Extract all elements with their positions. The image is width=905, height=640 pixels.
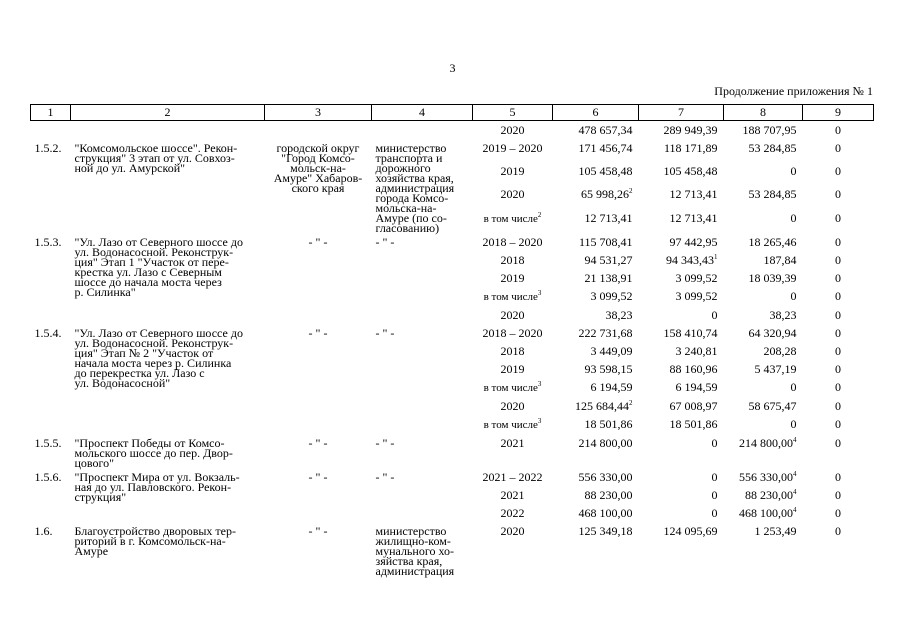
period-text: 2020 xyxy=(500,123,525,137)
regional-amount-text: 188 707,95 xyxy=(742,123,797,137)
column-header: 1 xyxy=(31,105,71,121)
regional-amount xyxy=(724,251,803,269)
footnote-mark: 3 xyxy=(537,380,542,388)
footnote-mark: 4 xyxy=(793,436,797,444)
period-cell xyxy=(473,522,553,576)
table-row xyxy=(31,468,874,486)
period-text: 2018 xyxy=(500,253,525,267)
item-executor: - " - xyxy=(375,436,395,450)
total-amount-text: 93 598,15 xyxy=(584,362,633,376)
period-text: 2020 xyxy=(500,524,525,538)
regional-amount xyxy=(724,360,803,378)
regional-amount-text: 38,23 xyxy=(769,308,797,322)
federal-amount-text: 12 713,41 xyxy=(669,210,718,225)
federal-amount-text: 0 xyxy=(711,436,718,450)
other-amount xyxy=(803,342,874,360)
total-amount xyxy=(553,504,639,522)
total-amount xyxy=(553,251,639,269)
other-amount xyxy=(803,209,874,233)
federal-amount xyxy=(639,185,724,208)
federal-amount xyxy=(639,287,724,306)
other-amount xyxy=(803,121,874,140)
footnote-mark: 2 xyxy=(629,399,633,407)
period-text: 2020 xyxy=(500,308,525,322)
federal-amount xyxy=(639,415,724,434)
regional-amount xyxy=(724,185,803,208)
regional-amount xyxy=(724,233,803,251)
period-text: 2018 – 2020 xyxy=(482,235,543,249)
item-executor: - " - xyxy=(375,470,395,484)
period-text: 2019 – 2020 xyxy=(482,141,543,155)
regional-amount xyxy=(724,306,803,324)
period-cell xyxy=(473,360,553,378)
total-amount xyxy=(553,287,639,306)
period-cell xyxy=(473,504,553,522)
federal-amount-text: 3 099,52 xyxy=(675,271,718,285)
page-number: 3 xyxy=(449,61,456,75)
federal-amount-text: 3 099,52 xyxy=(675,289,718,303)
period-cell xyxy=(473,486,553,504)
regional-amount xyxy=(724,162,803,185)
period-cell xyxy=(473,185,553,208)
item-executor: министерство транспорта и дорожного хозяйства края, администрация города Комсо- мольска-на- Амуре (по со- гласованию) xyxy=(375,141,455,235)
other-amount-text: 0 xyxy=(835,524,841,538)
footnote-mark: 3 xyxy=(537,289,542,297)
item-number: 1.5.4. xyxy=(34,326,62,340)
regional-amount-text: 5 437,19 xyxy=(754,362,797,376)
total-amount-text: 171 456,74 xyxy=(578,141,633,155)
column-header: 2 xyxy=(71,105,265,121)
total-amount-text: 556 330,00 xyxy=(578,470,633,484)
regional-amount xyxy=(724,121,803,140)
other-amount xyxy=(803,397,874,415)
total-amount xyxy=(553,468,639,486)
regional-amount-text: 0 xyxy=(790,210,797,225)
item-customer: - " - xyxy=(308,470,328,484)
other-amount-text: 0 xyxy=(835,506,841,520)
federal-amount-text: 0 xyxy=(711,308,718,322)
period-cell xyxy=(473,324,553,342)
federal-amount xyxy=(639,209,724,233)
other-amount-text: 0 xyxy=(835,187,841,202)
total-amount-text: 222 731,68 xyxy=(578,326,633,340)
federal-amount xyxy=(639,269,724,287)
regional-amount xyxy=(724,324,803,342)
other-amount-text: 0 xyxy=(835,308,841,322)
period-text: 2021 – 2022 xyxy=(482,470,543,484)
total-amount xyxy=(553,434,639,468)
period-text: 2018 xyxy=(500,344,525,358)
period-text: 2019 xyxy=(500,271,525,285)
item-number xyxy=(31,121,71,140)
period-cell xyxy=(473,415,553,434)
period-cell xyxy=(473,139,553,162)
regional-amount xyxy=(724,139,803,162)
item-name: "Комсомольское шоссе". Рекон- струкция" 3 этап от ул. Совхоз- ной до ул. Амурской" xyxy=(74,141,238,175)
regional-amount-text: 18 265,46 xyxy=(748,235,797,249)
total-amount-text: 125 684,44 xyxy=(575,399,629,413)
total-amount-text: 12 713,41 xyxy=(584,210,633,225)
period-cell xyxy=(473,378,553,397)
item-name: "Проспект Мира от ул. Вокзаль- ная до ул. Павловского. Рекон- струкция" xyxy=(74,470,240,504)
regional-amount xyxy=(724,269,803,287)
period-text: 2019 xyxy=(500,362,525,376)
total-amount xyxy=(553,121,639,140)
other-amount xyxy=(803,139,874,162)
footnote-mark: 1 xyxy=(714,253,718,261)
total-amount xyxy=(553,378,639,397)
footnote-mark: 3 xyxy=(537,417,542,425)
federal-amount-text: 289 949,39 xyxy=(663,123,718,137)
regional-amount-text: 468 100,00 xyxy=(739,506,793,520)
regional-amount xyxy=(724,378,803,397)
total-amount xyxy=(553,486,639,504)
other-amount xyxy=(803,233,874,251)
federal-amount-text: 6 194,59 xyxy=(675,380,718,394)
item-name: Благоустройство дворовых тер- риторий в г. Комсомольск-на- Амуре xyxy=(74,524,236,558)
period-text: 2020 xyxy=(500,187,525,202)
item-number: 1.5.5. xyxy=(34,436,62,450)
federal-amount-text: 97 442,95 xyxy=(669,235,718,249)
column-header: 7 xyxy=(639,105,724,121)
other-amount xyxy=(803,287,874,306)
other-amount-text: 0 xyxy=(835,210,841,225)
other-amount xyxy=(803,269,874,287)
other-amount xyxy=(803,522,874,576)
total-amount xyxy=(553,360,639,378)
total-amount xyxy=(553,209,639,233)
period-cell xyxy=(473,233,553,251)
regional-amount-text: 0 xyxy=(790,417,797,431)
table-row xyxy=(31,121,874,140)
other-amount-text: 0 xyxy=(835,488,841,502)
period-cell xyxy=(473,287,553,306)
period-text: 2019 xyxy=(500,164,525,179)
item-customer: - " - xyxy=(308,326,328,340)
table-row xyxy=(31,233,874,251)
other-amount xyxy=(803,504,874,522)
total-amount-text: 3 099,52 xyxy=(590,289,633,303)
period-cell xyxy=(473,269,553,287)
total-amount-text: 6 194,59 xyxy=(590,380,633,394)
item-executor: - " - xyxy=(375,326,395,340)
regional-amount-text: 0 xyxy=(790,289,797,303)
regional-amount xyxy=(724,415,803,434)
footnote-mark: 2 xyxy=(629,187,633,196)
period-cell xyxy=(473,306,553,324)
regional-amount xyxy=(724,287,803,306)
footnote-mark: 2 xyxy=(537,210,542,219)
item-number: 1.5.2. xyxy=(34,141,62,155)
item-executor xyxy=(372,121,473,140)
other-amount-text: 0 xyxy=(835,380,841,394)
period-text: 2021 xyxy=(500,488,525,502)
item-customer: - " - xyxy=(308,235,328,249)
federal-amount-text: 158 410,74 xyxy=(663,326,718,340)
total-amount xyxy=(553,162,639,185)
other-amount-text: 0 xyxy=(835,326,841,340)
federal-amount-text: 12 713,41 xyxy=(669,187,718,202)
federal-amount-text: 3 240,81 xyxy=(675,344,718,358)
period-cell xyxy=(473,397,553,415)
footnote-mark: 4 xyxy=(793,506,797,514)
federal-amount xyxy=(639,378,724,397)
item-number: 1.6. xyxy=(34,524,53,538)
regional-amount-text: 88 230,00 xyxy=(745,488,793,502)
federal-amount xyxy=(639,139,724,162)
other-amount xyxy=(803,324,874,342)
other-amount xyxy=(803,251,874,269)
item-customer: городской округ "Город Комсо- мольск-на- Амуре" Хабаров- ского края xyxy=(273,141,363,195)
federal-amount-text: 0 xyxy=(711,506,718,520)
other-amount xyxy=(803,378,874,397)
funding-table xyxy=(30,104,874,576)
regional-amount xyxy=(724,504,803,522)
table-header xyxy=(31,105,874,121)
other-amount-text: 0 xyxy=(835,344,841,358)
period-text: 2018 – 2020 xyxy=(482,326,543,340)
federal-amount xyxy=(639,434,724,468)
total-amount-text: 214 800,00 xyxy=(578,436,633,450)
federal-amount xyxy=(639,522,724,576)
regional-amount-text: 556 330,00 xyxy=(739,470,793,484)
period-cell xyxy=(473,209,553,233)
federal-amount-text: 118 171,89 xyxy=(663,141,718,155)
regional-amount xyxy=(724,434,803,468)
total-amount-text: 478 657,34 xyxy=(578,123,633,137)
regional-amount xyxy=(724,209,803,233)
other-amount xyxy=(803,468,874,486)
other-amount xyxy=(803,360,874,378)
table-row xyxy=(31,324,874,342)
period-text: 2020 xyxy=(500,399,525,413)
total-amount-text: 3 449,09 xyxy=(590,344,633,358)
period-cell xyxy=(473,121,553,140)
other-amount-text: 0 xyxy=(835,164,841,179)
other-amount xyxy=(803,486,874,504)
item-name xyxy=(71,121,265,140)
federal-amount-text: 88 160,96 xyxy=(669,362,718,376)
period-text: 2022 xyxy=(500,506,525,520)
item-customer: - " - xyxy=(308,436,328,450)
federal-amount xyxy=(639,468,724,486)
regional-amount xyxy=(724,486,803,504)
other-amount-text: 0 xyxy=(835,123,841,137)
total-amount-text: 94 531,27 xyxy=(584,253,633,267)
other-amount-text: 0 xyxy=(835,470,841,484)
total-amount xyxy=(553,306,639,324)
regional-amount-text: 187,84 xyxy=(763,253,797,267)
other-amount-text: 0 xyxy=(835,235,841,249)
regional-amount-text: 0 xyxy=(790,380,797,394)
total-amount xyxy=(553,397,639,415)
other-amount xyxy=(803,185,874,208)
total-amount xyxy=(553,269,639,287)
total-amount-text: 88 230,00 xyxy=(584,488,633,502)
table-row xyxy=(31,522,874,576)
item-customer: - " - xyxy=(308,524,328,538)
regional-amount xyxy=(724,397,803,415)
regional-amount-text: 53 284,85 xyxy=(748,187,797,202)
other-amount-text: 0 xyxy=(835,141,841,155)
regional-amount xyxy=(724,342,803,360)
federal-amount xyxy=(639,121,724,140)
period-cell xyxy=(473,434,553,468)
federal-amount xyxy=(639,486,724,504)
regional-amount-text: 58 675,47 xyxy=(748,399,797,413)
regional-amount-text: 1 253,49 xyxy=(754,524,797,538)
period-text: в том числе xyxy=(483,291,538,303)
other-amount xyxy=(803,415,874,434)
period-cell xyxy=(473,251,553,269)
item-number: 1.5.3. xyxy=(34,235,62,249)
federal-amount xyxy=(639,342,724,360)
federal-amount-text: 18 501,86 xyxy=(669,417,718,431)
item-name: "Ул. Лазо от Северного шоссе до ул. Водонасосной. Реконструк- ция" Этап № 2 "Участок от начала моста через р. Силинка до перекрестка ул. Лазо с ул. Водонасосной" xyxy=(74,326,243,390)
federal-amount xyxy=(639,360,724,378)
column-header: 3 xyxy=(265,105,372,121)
item-customer xyxy=(265,121,372,140)
regional-amount-text: 0 xyxy=(790,164,797,179)
federal-amount xyxy=(639,251,724,269)
footnote-mark: 4 xyxy=(793,488,797,496)
total-amount-text: 468 100,00 xyxy=(578,506,633,520)
federal-amount-text: 105 458,48 xyxy=(663,164,718,179)
total-amount-text: 65 998,26 xyxy=(581,187,629,202)
item-name: "Ул. Лазо от Северного шоссе до ул. Водонасосной. Реконструк- ция" Этап 1 "Участок от пере- крестка ул. Лазо с Северным шоссе до начала моста через р. Силинка" xyxy=(74,235,243,299)
item-executor: министерство жилищно-ком- мунального хо- зяйства края, администрация xyxy=(375,524,455,578)
other-amount-text: 0 xyxy=(835,436,841,450)
other-amount-text: 0 xyxy=(835,399,841,413)
federal-amount xyxy=(639,306,724,324)
regional-amount-text: 208,28 xyxy=(763,344,797,358)
total-amount-text: 125 349,18 xyxy=(578,524,633,538)
period-text: в том числе xyxy=(483,419,538,431)
federal-amount xyxy=(639,324,724,342)
federal-amount-text: 67 008,97 xyxy=(669,399,718,413)
total-amount-text: 115 708,41 xyxy=(578,235,633,249)
column-header: 6 xyxy=(553,105,639,121)
table-row xyxy=(31,139,874,162)
column-header: 9 xyxy=(803,105,874,121)
other-amount-text: 0 xyxy=(835,289,841,303)
regional-amount-text: 18 039,39 xyxy=(748,271,797,285)
other-amount xyxy=(803,162,874,185)
total-amount xyxy=(553,185,639,208)
total-amount xyxy=(553,139,639,162)
period-text: в том числе xyxy=(483,382,538,394)
federal-amount xyxy=(639,233,724,251)
period-text: в том числе xyxy=(483,212,538,225)
item-number: 1.5.6. xyxy=(34,470,62,484)
table-body xyxy=(31,121,874,577)
federal-amount xyxy=(639,504,724,522)
item-name: "Проспект Победы от Комсо- мольского шоссе до пер. Двор- цового" xyxy=(74,436,233,470)
federal-amount xyxy=(639,162,724,185)
federal-amount-text: 0 xyxy=(711,470,718,484)
period-text: 2021 xyxy=(500,436,525,450)
total-amount-text: 21 138,91 xyxy=(584,271,633,285)
other-amount-text: 0 xyxy=(835,253,841,267)
other-amount-text: 0 xyxy=(835,417,841,431)
regional-amount xyxy=(724,522,803,576)
other-amount-text: 0 xyxy=(835,362,841,376)
footnote-mark: 4 xyxy=(793,470,797,478)
federal-amount xyxy=(639,397,724,415)
total-amount xyxy=(553,324,639,342)
column-header: 5 xyxy=(473,105,553,121)
appendix-continuation-label: Продолжение приложения № 1 xyxy=(714,84,873,98)
period-cell xyxy=(473,162,553,185)
federal-amount-text: 94 343,43 xyxy=(666,253,714,267)
regional-amount-text: 64 320,94 xyxy=(748,326,797,340)
federal-amount-text: 124 095,69 xyxy=(663,524,718,538)
other-amount-text: 0 xyxy=(835,271,841,285)
period-cell xyxy=(473,342,553,360)
regional-amount-text: 214 800,00 xyxy=(739,436,793,450)
total-amount-text: 18 501,86 xyxy=(584,417,633,431)
total-amount-text: 105 458,48 xyxy=(578,164,633,179)
item-executor: - " - xyxy=(375,235,395,249)
total-amount xyxy=(553,522,639,576)
other-amount xyxy=(803,434,874,468)
total-amount xyxy=(553,233,639,251)
total-amount xyxy=(553,415,639,434)
period-cell xyxy=(473,468,553,486)
table-row xyxy=(31,434,874,468)
total-amount xyxy=(553,342,639,360)
other-amount xyxy=(803,306,874,324)
regional-amount xyxy=(724,468,803,486)
column-header: 4 xyxy=(372,105,473,121)
column-header: 8 xyxy=(724,105,803,121)
federal-amount-text: 0 xyxy=(711,488,718,502)
total-amount-text: 38,23 xyxy=(605,308,633,322)
regional-amount-text: 53 284,85 xyxy=(748,141,797,155)
